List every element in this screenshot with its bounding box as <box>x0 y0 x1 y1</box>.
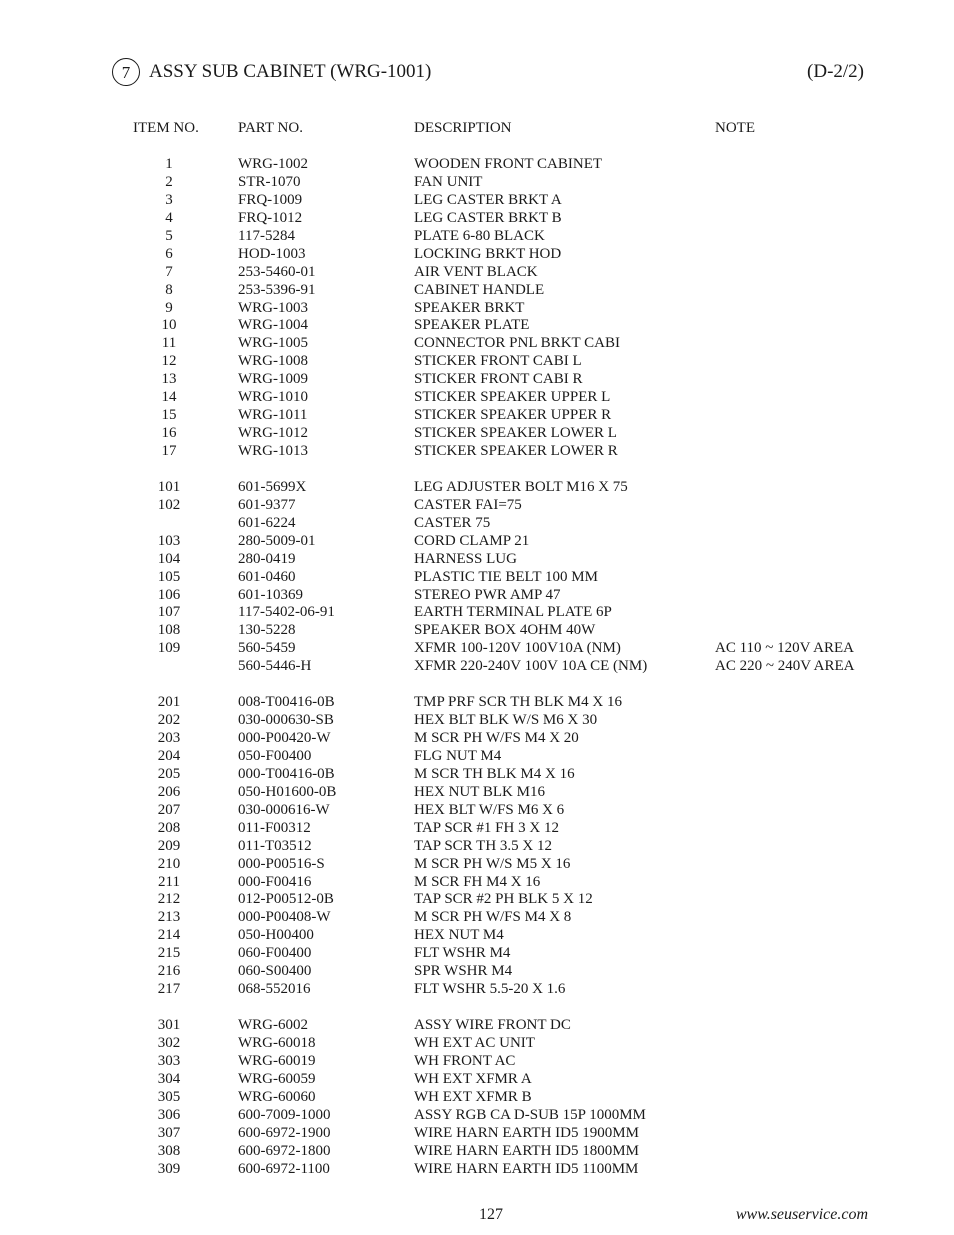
item-no-cell: 305 <box>157 1088 181 1105</box>
part-no-cell: WRG-1009 <box>238 371 308 388</box>
part-no-cell: 280-5009-01 <box>238 532 316 549</box>
description-cell: EARTH TERMINAL PLATE 6P <box>414 604 612 621</box>
table-row <box>0 1034 954 1052</box>
table-row <box>0 1016 954 1034</box>
part-no-cell: WRG-1012 <box>238 425 308 442</box>
table-row <box>0 873 954 891</box>
part-no-cell: 030-000616-W <box>238 801 330 818</box>
table-row <box>0 890 954 908</box>
table-row <box>0 406 954 424</box>
column-header-item-no: ITEM NO. <box>133 120 199 136</box>
description-cell: M SCR PH W/S M5 X 16 <box>414 855 571 872</box>
item-no-cell: 216 <box>157 963 181 980</box>
part-no-cell: 600-7009-1000 <box>238 1106 331 1123</box>
page-number: 127 <box>479 1206 503 1223</box>
part-no-cell: 600-6972-1900 <box>238 1124 331 1141</box>
table-row <box>0 962 954 980</box>
part-no-cell: 050-F00400 <box>238 747 312 764</box>
part-no-cell: 253-5460-01 <box>238 263 316 280</box>
group-spacer <box>0 998 954 1016</box>
item-no-cell: 102 <box>157 496 181 513</box>
item-no-cell: 309 <box>157 1160 181 1177</box>
item-no-cell: 2 <box>165 173 173 190</box>
description-cell: TMP PRF SCR TH BLK M4 X 16 <box>414 694 622 711</box>
item-no-cell: 304 <box>157 1070 181 1087</box>
part-no-cell: 601-0460 <box>238 568 296 585</box>
part-no-cell: 601-6224 <box>238 514 296 531</box>
part-no-cell: 253-5396-91 <box>238 281 316 298</box>
item-no-cell: 201 <box>157 694 181 711</box>
table-row <box>0 926 954 944</box>
table-row <box>0 1052 954 1070</box>
item-no-cell: 11 <box>161 335 177 352</box>
part-no-cell: 117-5284 <box>238 227 295 244</box>
item-no-cell: 211 <box>158 873 180 890</box>
table-row <box>0 281 954 299</box>
item-no-cell: 4 <box>165 209 173 226</box>
description-cell: STICKER FRONT CABI L <box>414 353 582 370</box>
part-no-cell: WRG-1004 <box>238 317 308 334</box>
description-cell: XFMR 220-240V 100V 10A CE (NM) <box>414 658 648 675</box>
table-row <box>0 837 954 855</box>
description-cell: STICKER FRONT CABI R <box>414 371 583 388</box>
item-no-cell: 13 <box>161 371 177 388</box>
table-row <box>0 550 954 568</box>
description-cell: WIRE HARN EARTH ID5 1800MM <box>414 1142 639 1159</box>
page-title: ASSY SUB CABINET (WRG-1001) <box>149 61 432 82</box>
table-row <box>0 765 954 783</box>
part-no-cell: 600-6972-1800 <box>238 1142 331 1159</box>
page-code: (D-2/2) <box>807 61 864 82</box>
item-no-cell: 15 <box>161 407 177 424</box>
part-no-cell: WRG-1013 <box>238 443 308 459</box>
table-row <box>0 334 954 352</box>
item-no-cell: 7 <box>165 263 173 280</box>
part-no-cell: 000-T00416-0B <box>238 765 335 782</box>
description-cell: HEX BLT W/FS M6 X 6 <box>414 801 565 818</box>
description-cell: CASTER 75 <box>414 514 491 531</box>
part-no-cell: WRG-1002 <box>238 156 308 172</box>
table-row <box>0 657 954 675</box>
description-cell: WH EXT XFMR A <box>414 1070 532 1087</box>
item-no-cell: 103 <box>157 532 181 549</box>
parts-table <box>0 155 954 1177</box>
table-row <box>0 209 954 227</box>
table-row <box>0 586 954 604</box>
item-no-cell: 8 <box>165 281 173 298</box>
part-no-cell: 601-10369 <box>238 586 303 603</box>
table-row <box>0 783 954 801</box>
table-row <box>0 388 954 406</box>
description-cell: ASSY RGB CA D-SUB 15P 1000MM <box>414 1106 646 1123</box>
item-no-cell: 210 <box>157 855 181 872</box>
description-cell: LEG ADJUSTER BOLT M16 X 75 <box>414 478 628 495</box>
description-cell: CASTER FAI=75 <box>414 496 522 513</box>
section-number-circle: 7 <box>112 58 140 86</box>
description-cell: SPEAKER BRKT <box>414 299 525 316</box>
item-no-cell: 303 <box>157 1052 181 1069</box>
description-cell: STICKER SPEAKER LOWER R <box>414 443 618 459</box>
part-no-cell: WRG-60018 <box>238 1034 316 1051</box>
description-cell: HEX NUT M4 <box>414 927 504 944</box>
description-cell: STEREO PWR AMP 47 <box>414 586 561 603</box>
part-no-cell: 030-000630-SB <box>238 712 334 729</box>
part-no-cell: WRG-1005 <box>238 335 308 352</box>
description-cell: M SCR TH BLK M4 X 16 <box>414 765 575 782</box>
group-spacer <box>0 460 954 478</box>
item-no-cell: 9 <box>165 299 173 316</box>
description-cell: WIRE HARN EARTH ID5 1100MM <box>414 1160 639 1177</box>
table-row <box>0 639 954 657</box>
item-no-cell: 204 <box>157 747 181 764</box>
description-cell: PLASTIC TIE BELT 100 MM <box>414 568 598 585</box>
table-row <box>0 747 954 765</box>
page-header <box>112 58 872 88</box>
item-no-cell: 5 <box>165 227 173 244</box>
part-no-cell: 560-5446-H <box>238 658 312 675</box>
part-no-cell: WRG-6002 <box>238 1017 308 1033</box>
item-no-cell: 217 <box>157 981 181 998</box>
table-row <box>0 729 954 747</box>
item-no-cell: 307 <box>157 1124 181 1141</box>
description-cell: WH EXT AC UNIT <box>414 1034 535 1051</box>
part-no-cell: 011-T03512 <box>238 837 312 854</box>
description-cell: M SCR PH W/FS M4 X 8 <box>414 909 572 926</box>
table-row <box>0 1124 954 1142</box>
description-cell: HARNESS LUG <box>414 550 517 567</box>
item-no-cell: 104 <box>157 550 181 567</box>
table-row <box>0 711 954 729</box>
description-cell: LEG CASTER BRKT B <box>414 209 562 226</box>
item-no-cell: 207 <box>157 801 181 818</box>
table-row <box>0 299 954 317</box>
part-no-cell: WRG-60060 <box>238 1088 316 1105</box>
item-no-cell: 302 <box>157 1034 181 1051</box>
note-cell: AC 110 ~ 120V AREA <box>715 640 854 657</box>
table-row <box>0 227 954 245</box>
description-cell: PLATE 6-80 BLACK <box>414 227 545 244</box>
description-cell: STICKER SPEAKER UPPER R <box>414 407 612 424</box>
item-no-cell: 308 <box>157 1142 181 1159</box>
table-row <box>0 424 954 442</box>
description-cell: TAP SCR #1 FH 3 X 12 <box>414 819 559 836</box>
part-no-cell: 600-6972-1100 <box>238 1160 330 1177</box>
item-no-cell: 107 <box>157 604 181 621</box>
table-row <box>0 908 954 926</box>
table-row <box>0 245 954 263</box>
part-no-cell: WRG-1008 <box>238 353 308 370</box>
description-cell: STICKER SPEAKER UPPER L <box>414 389 611 406</box>
item-no-cell: 214 <box>157 927 181 944</box>
part-no-cell: 130-5228 <box>238 622 296 639</box>
item-no-cell: 105 <box>157 568 181 585</box>
part-no-cell: STR-1070 <box>238 173 301 190</box>
table-row <box>0 1142 954 1160</box>
table-row <box>0 568 954 586</box>
part-no-cell: 000-F00416 <box>238 873 312 890</box>
item-no-cell: 109 <box>157 640 181 657</box>
description-cell: HEX NUT BLK M16 <box>414 783 545 800</box>
part-no-cell: 012-P00512-0B <box>238 891 334 908</box>
part-no-cell: 011-F00312 <box>238 819 311 836</box>
part-no-cell: HOD-1003 <box>238 245 306 262</box>
description-cell: WH FRONT AC <box>414 1052 516 1069</box>
description-cell: FLG NUT M4 <box>414 747 502 764</box>
description-cell: LOCKING BRKT HOD <box>414 245 562 262</box>
table-row <box>0 496 954 514</box>
part-no-cell: WRG-60059 <box>238 1070 316 1087</box>
item-no-cell: 14 <box>161 389 177 406</box>
part-no-cell: 117-5402-06-91 <box>238 604 335 621</box>
part-no-cell: 008-T00416-0B <box>238 694 335 711</box>
part-no-cell: 280-0419 <box>238 550 296 567</box>
item-no-cell: 10 <box>161 317 177 334</box>
table-row <box>0 173 954 191</box>
table-row <box>0 155 954 173</box>
table-row <box>0 621 954 639</box>
item-no-cell: 106 <box>157 586 181 603</box>
part-no-cell: 000-P00408-W <box>238 909 331 926</box>
item-no-cell: 301 <box>157 1017 181 1033</box>
description-cell: M SCR FH M4 X 16 <box>414 873 541 890</box>
item-no-cell: 202 <box>157 712 181 729</box>
part-no-cell: FRQ-1009 <box>238 191 303 208</box>
part-no-cell: WRG-1003 <box>238 299 308 316</box>
table-row <box>0 1070 954 1088</box>
table-row <box>0 352 954 370</box>
item-no-cell: 17 <box>161 443 177 459</box>
description-cell: AIR VENT BLACK <box>414 263 538 280</box>
description-cell: HEX BLT BLK W/S M6 X 30 <box>414 712 598 729</box>
description-cell: FLT WSHR 5.5-20 X 1.6 <box>414 981 566 998</box>
column-header-part-no: PART NO. <box>238 120 303 136</box>
description-cell: WOODEN FRONT CABINET <box>414 156 603 172</box>
table-row <box>0 855 954 873</box>
item-no-cell: 213 <box>157 909 181 926</box>
description-cell: CONNECTOR PNL BRKT CABI <box>414 335 621 352</box>
column-header-note: NOTE <box>715 120 755 136</box>
part-no-cell: 000-P00516-S <box>238 855 325 872</box>
description-cell: XFMR 100-120V 100V10A (NM) <box>414 640 621 657</box>
item-no-cell: 16 <box>161 425 177 442</box>
description-cell: TAP SCR TH 3.5 X 12 <box>414 837 552 854</box>
description-cell: ASSY WIRE FRONT DC <box>414 1017 571 1033</box>
table-row <box>0 980 954 998</box>
table-row <box>0 603 954 621</box>
part-no-cell: 000-P00420-W <box>238 730 331 746</box>
note-cell: AC 220 ~ 240V AREA <box>715 658 855 675</box>
description-cell: WH EXT XFMR B <box>414 1088 532 1105</box>
part-no-cell: 560-5459 <box>238 640 296 657</box>
table-row <box>0 514 954 532</box>
part-no-cell: 601-9377 <box>238 496 296 513</box>
item-no-cell: 208 <box>157 819 181 836</box>
item-no-cell: 108 <box>157 622 181 639</box>
item-no-cell: 1 <box>165 156 173 172</box>
part-no-cell: WRG-1010 <box>238 389 308 406</box>
item-no-cell: 215 <box>157 945 181 962</box>
item-no-cell: 209 <box>157 837 181 854</box>
part-no-cell: 068-552016 <box>238 981 311 998</box>
item-no-cell: 101 <box>157 478 181 495</box>
table-row <box>0 1088 954 1106</box>
description-cell: LEG CASTER BRKT A <box>414 191 562 208</box>
table-row <box>0 693 954 711</box>
item-no-cell: 306 <box>157 1106 181 1123</box>
table-row <box>0 263 954 281</box>
item-no-cell: 212 <box>157 891 181 908</box>
table-row <box>0 944 954 962</box>
description-cell: CABINET HANDLE <box>414 281 545 298</box>
part-no-cell: 060-S00400 <box>238 963 312 980</box>
description-cell: FLT WSHR M4 <box>414 945 511 962</box>
group-spacer <box>0 675 954 693</box>
description-cell: SPR WSHR M4 <box>414 963 513 980</box>
item-no-cell: 12 <box>161 353 177 370</box>
column-header-description: DESCRIPTION <box>414 120 512 136</box>
item-no-cell: 205 <box>157 765 181 782</box>
table-row <box>0 1160 954 1178</box>
table-row <box>0 532 954 550</box>
description-cell: STICKER SPEAKER LOWER L <box>414 425 617 442</box>
description-cell: CORD CLAMP 21 <box>414 532 530 549</box>
description-cell: TAP SCR #2 PH BLK 5 X 12 <box>414 891 593 908</box>
description-cell: FAN UNIT <box>414 173 483 190</box>
table-row <box>0 819 954 837</box>
table-row <box>0 370 954 388</box>
part-no-cell: WRG-60019 <box>238 1052 316 1069</box>
description-cell: SPEAKER BOX 4OHM 40W <box>414 622 596 639</box>
part-no-cell: 601-5699X <box>238 478 307 495</box>
item-no-cell: 203 <box>157 730 181 746</box>
part-no-cell: 050-H01600-0B <box>238 783 337 800</box>
item-no-cell: 206 <box>157 783 181 800</box>
part-no-cell: 050-H00400 <box>238 927 314 944</box>
item-no-cell: 6 <box>165 245 173 262</box>
description-cell: M SCR PH W/FS M4 X 20 <box>414 730 579 746</box>
part-no-cell: FRQ-1012 <box>238 209 303 226</box>
website-url: www.seuservice.com <box>735 1206 868 1223</box>
part-no-cell: 060-F00400 <box>238 945 312 962</box>
table-row <box>0 478 954 496</box>
part-no-cell: WRG-1011 <box>238 407 308 424</box>
item-no-cell: 3 <box>165 191 173 208</box>
table-row <box>0 801 954 819</box>
table-row <box>0 191 954 209</box>
table-row <box>0 316 954 334</box>
description-cell: SPEAKER PLATE <box>414 317 530 334</box>
description-cell: WIRE HARN EARTH ID5 1900MM <box>414 1124 639 1141</box>
table-row <box>0 1106 954 1124</box>
table-row <box>0 442 954 460</box>
